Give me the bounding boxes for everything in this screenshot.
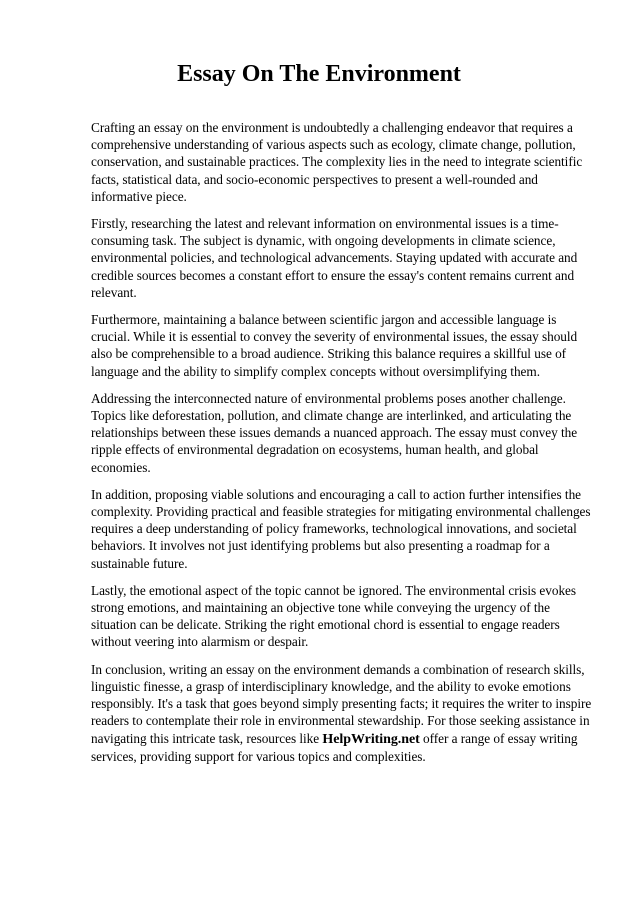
paragraph-emotional: Lastly, the emotional aspect of the topic cannot be ignored. The environmental crisis evokes strong emotions, and maintaining an objective tone while conveying the urgency of the situation can be delicate. Striking the right emotional chord is essential to engage readers without veering into alarmism or despair. bbox=[91, 582, 577, 650]
paragraph-interconnected: Addressing the interconnected nature of environmental problems poses another challenge. Topics like deforestation, pollution, and climate change are interlinked, and articulating the relationships between these issues demands a nuanced approach. The essay must convey the ripple effects of environmental degradation on ecosystems, human health, and global economies. bbox=[91, 390, 578, 475]
paragraph-conclusion bbox=[91, 661, 597, 765]
document-body bbox=[91, 119, 597, 775]
paragraph-research: Firstly, researching the latest and relevant information on environmental issues is a time-consuming task. The subject is dynamic, with ongoing developments in climate science, environmental policies, and technological advancements. Staying updated with accurate and credible sources becomes a constant effort to ensure the essay's content remains current and relevant. bbox=[91, 216, 578, 300]
conclusion-text-after: offer a range of essay writing services, providing support for various topics and complexities. bbox=[91, 730, 578, 764]
document-title: Essay On The Environment bbox=[177, 61, 461, 87]
conclusion-text-before: In conclusion, writing an essay on the environment demands a combination of research skills, linguistic finesse, a grasp of interdisciplinary knowledge, and the ability to evoke emotions responsibly. It's a task that goes beyond simply presenting facts; it requires the writer to inspire readers to contemplate their role in environmental stewardship. For those seeking assistance in navigating this intricate task, resources like bbox=[91, 661, 592, 746]
paragraph-language-balance: Furthermore, maintaining a balance between scientific jargon and accessible language is crucial. While it is essential to convey the severity of environmental issues, the essay should also be comprehensible to a broad audience. Striking this balance requires a skillful use of language and the ability to simplify complex concepts without oversimplifying them. bbox=[91, 312, 578, 379]
paragraph-intro: Crafting an essay on the environment is undoubtedly a challenging endeavor that requires a comprehensive understanding of various aspects such as ecology, climate change, pollution, conservation, and sustainable practices. The complexity lies in the need to integrate scientific facts, statistical data, and socio-economic perspectives to present a well-rounded and informative piece. bbox=[91, 120, 583, 204]
paragraph-solutions: In addition, proposing viable solutions and encouraging a call to action further intensifies the complexity. Providing practical and feasible strategies for mitigating environmental challenges requires a deep understanding of policy frameworks, technological innovations, and societal behaviors. It involves not just identifying problems but also presenting a roadmap for a sustainable future. bbox=[91, 486, 591, 571]
helpwriting-link[interactable]: HelpWriting.net bbox=[322, 731, 420, 747]
